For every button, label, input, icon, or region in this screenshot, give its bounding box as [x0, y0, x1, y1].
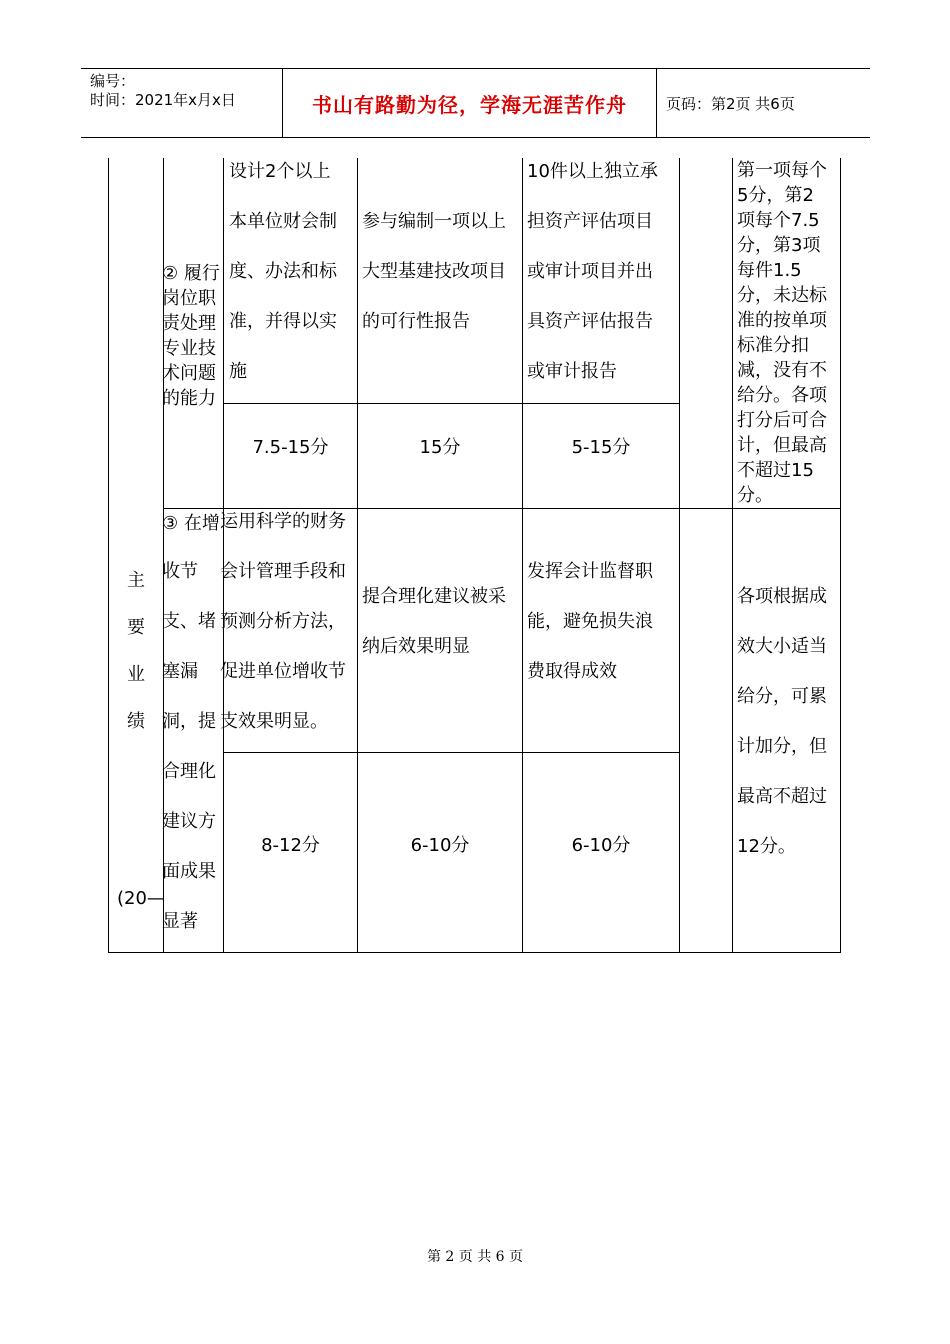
- item-3-scoring-rule: 各项根据成 效大小适当 给分，可累 计加分，但 最高不超过 12分。: [737, 586, 827, 857]
- section-label: 主 要 业 绩: [127, 570, 145, 732]
- page-footer: 第 2 页 共 6 页: [426, 1249, 524, 1265]
- item-2-score-2: 15分: [419, 437, 461, 458]
- item-3-score-2: 6-10分: [410, 834, 470, 856]
- item-2-score-3: 5-15分: [571, 437, 631, 458]
- item-2-standard-3: 10件以上独立承 担资产评估项目 或审计项目并出 具资产评估报告 或审计报告: [527, 161, 658, 382]
- item-2-score-1: 7.5-15分: [252, 437, 329, 458]
- date-line: 时间：2021年x月x日: [90, 91, 236, 109]
- header-motto: 书山有路勤为径，学海无涯苦作舟: [312, 92, 627, 117]
- item-3-score-1: 8-12分: [261, 834, 320, 856]
- table-border: [840, 158, 841, 953]
- serial-label: 编号：: [90, 72, 136, 90]
- item-3-standard-3: 发挥会计监督职 能，避免损失浪 费取得成效: [527, 561, 653, 682]
- item-2-scoring-rule: 第一项每个 5分，第2 项每个7.5 分，第3项 每件1.5 分，未达标 准的按单项 标准分扣 减，没有不 给分。各项 打分后可合 计，但最高 不超过15 分。: [737, 160, 827, 506]
- table-border: [108, 952, 841, 953]
- item-2-standard-1: 设计2个以上 本单位财会制 度、办法和标 准，并得以实 施: [229, 161, 337, 382]
- section-score-prefix: (20—: [117, 888, 165, 909]
- table-grid-line: [679, 158, 680, 953]
- item-3-standard-1: 运用科学的财务 会计管理手段和 预测分析方法， 促进单位增收节 支效果明显。: [220, 511, 346, 732]
- table-grid-line: [732, 158, 733, 953]
- item-2-name: ② 履行 岗位职 责处理 专业技 术问题 的能力: [162, 263, 220, 409]
- item-3-score-3: 6-10分: [571, 834, 631, 856]
- table-border: [108, 158, 109, 953]
- item-2-standard-2: 参与编制一项以上 大型基建技改项目 的可行性报告: [362, 211, 506, 332]
- item-3-name-head: ③ 在增: [162, 513, 220, 534]
- item-3-standard-2: 提合理化建议被采 纳后效果明显: [362, 586, 506, 657]
- item-3-name: 收节 支、堵 塞漏 洞，提 合理化 建议方 面成果 显著: [162, 561, 216, 932]
- header-page-info: 页码：第2页 共6页: [666, 94, 795, 113]
